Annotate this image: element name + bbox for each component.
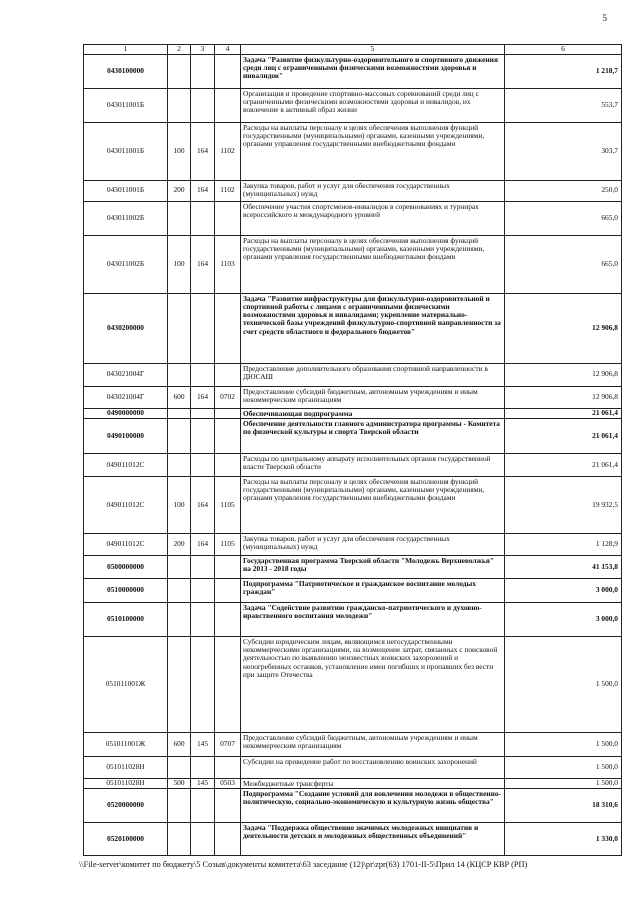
row-col-2 [168, 408, 191, 418]
row-col-4 [215, 453, 241, 476]
row-col-2 [168, 293, 191, 363]
row-amount: 3 000,0 [505, 602, 622, 636]
table-row [84, 476, 622, 533]
row-code: 049011012С [84, 453, 168, 476]
row-amount: 41 153,8 [505, 555, 622, 578]
row-col-2 [168, 453, 191, 476]
table-row [84, 602, 622, 636]
row-col-3 [191, 418, 215, 453]
row-col-2 [168, 578, 191, 602]
row-name: Расходы по центральному аппарату исполнительных органов государственной власти Тверской области [241, 453, 505, 476]
row-code: 051011001Ж [84, 732, 168, 756]
table-row [84, 122, 622, 180]
row-code: 0490000000 [84, 408, 168, 418]
row-col-2 [168, 54, 191, 88]
row-code: 0520000000 [84, 789, 168, 823]
row-col-3 [191, 54, 215, 88]
row-col-3 [191, 88, 215, 122]
row-amount: 19 932,5 [505, 476, 622, 533]
row-code: 0510000000 [84, 578, 168, 602]
row-name: Расходы на выплаты персоналу в целях обеспечения выполнения функций государственными (муниципальными) органами, казенными учреждениями, органами управления государственными внебюджетными фондами [241, 476, 505, 533]
row-name: Обеспечение деятельности главного администратора программы - Комитета по физической культуры и спорта Тверской области [241, 418, 505, 453]
row-col-4 [215, 578, 241, 602]
row-code: 043011001Б [84, 180, 168, 201]
row-code: 043011001Б [84, 122, 168, 180]
row-code: 043011002Б [84, 201, 168, 235]
budget-table [83, 44, 622, 856]
row-col-3: 164 [191, 533, 215, 555]
row-col-3 [191, 789, 215, 823]
row-col-4 [215, 293, 241, 363]
table-row [84, 235, 622, 293]
row-code: 043021004Г [84, 386, 168, 408]
row-col-2 [168, 789, 191, 823]
row-code: 043011002Б [84, 235, 168, 293]
header-col-5: 5 [241, 45, 505, 55]
table-row [84, 778, 622, 788]
row-amount: 12 906,8 [505, 386, 622, 408]
page-number: 5 [602, 13, 607, 23]
row-col-2 [168, 88, 191, 122]
row-amount: 665,0 [505, 201, 622, 235]
table-row [84, 363, 622, 386]
row-col-4 [215, 555, 241, 578]
row-col-4: 0503 [215, 778, 241, 788]
row-col-4 [215, 408, 241, 418]
row-name: Субсидии юридическим лицам, являющимся негосударственными некоммерческими организациями, на возмещение затрат, связанных с поисковой деятельностью по выявлению неизвестных воинских захоронений и непогребенных останков, установление имен погибших и пропавших без вести при защите Отечества [241, 636, 505, 732]
row-name: Подпрограмма "Патриотическое и гражданское воспитание молодых граждан" [241, 578, 505, 602]
table-row [84, 386, 622, 408]
row-name: Государственная программа Тверской области "Молодежь Верхневолжья" на 2013 - 2018 годы [241, 555, 505, 578]
row-amount: 3 000,0 [505, 578, 622, 602]
row-code: 049011012С [84, 476, 168, 533]
row-amount: 1 218,7 [505, 54, 622, 88]
header-col-2: 2 [168, 45, 191, 55]
row-code: 051011001Ж [84, 636, 168, 732]
table-row [84, 293, 622, 363]
row-col-4: 1102 [215, 122, 241, 180]
row-col-4 [215, 201, 241, 235]
header-col-6: 6 [505, 45, 622, 55]
table-row [84, 418, 622, 453]
row-name: Расходы на выплаты персоналу в целях обеспечения выполнения функций государственными (муниципальными) органами, казенными учреждениями, органами управления государственными внебюджетными фондами [241, 235, 505, 293]
table-row [84, 756, 622, 778]
row-col-3 [191, 636, 215, 732]
row-col-3 [191, 453, 215, 476]
header-col-4: 4 [215, 45, 241, 55]
row-col-2: 100 [168, 235, 191, 293]
row-name: Задача "Поддержка общественно значимых молодежных инициатив и деятельности детских и молодежных общественных объединений" [241, 823, 505, 856]
row-code: 0500000000 [84, 555, 168, 578]
row-col-2: 500 [168, 778, 191, 788]
header-col-1: 1 [84, 45, 168, 55]
row-col-4 [215, 602, 241, 636]
row-col-4: 0702 [215, 386, 241, 408]
row-col-2: 100 [168, 122, 191, 180]
row-col-4 [215, 54, 241, 88]
row-col-2 [168, 201, 191, 235]
table-row [84, 201, 622, 235]
row-col-2 [168, 363, 191, 386]
table-row [84, 453, 622, 476]
row-col-3: 164 [191, 386, 215, 408]
row-col-4 [215, 88, 241, 122]
row-col-2 [168, 823, 191, 856]
row-col-4 [215, 756, 241, 778]
row-col-3: 164 [191, 180, 215, 201]
row-col-3 [191, 578, 215, 602]
row-col-2: 600 [168, 386, 191, 408]
row-code: 051011028Н [84, 756, 168, 778]
row-amount: 250,0 [505, 180, 622, 201]
table-row [84, 578, 622, 602]
row-col-4: 1103 [215, 235, 241, 293]
row-name: Предоставление дополнительного образования спортивной направленности в ДЮСАШ [241, 363, 505, 386]
row-amount: 12 906,8 [505, 293, 622, 363]
row-col-2 [168, 418, 191, 453]
row-col-4: 1102 [215, 180, 241, 201]
row-col-3 [191, 201, 215, 235]
row-name: Организация и проведение спортивно-массовых соревнований среди лиц с ограниченными физическими возможностями здоровья и инвалидов, их вовлечение в активный образ жизни [241, 88, 505, 122]
row-name: Субсидии на проведение работ по восстановлению воинских захоронений [241, 756, 505, 778]
row-code: 0520100000 [84, 823, 168, 856]
table-row [84, 54, 622, 88]
table-row [84, 555, 622, 578]
row-amount: 21 061,4 [505, 418, 622, 453]
row-amount: 18 310,6 [505, 789, 622, 823]
row-name: Обеспечение участия спортсменов-инвалидов в соревнованиях и турнирах всероссийского и международного уровней [241, 201, 505, 235]
row-amount: 1 128,9 [505, 533, 622, 555]
row-col-3 [191, 602, 215, 636]
row-col-4 [215, 418, 241, 453]
row-col-2: 600 [168, 732, 191, 756]
row-col-3 [191, 408, 215, 418]
row-col-3 [191, 823, 215, 856]
row-col-3: 164 [191, 235, 215, 293]
row-col-2 [168, 602, 191, 636]
row-col-3: 145 [191, 732, 215, 756]
row-col-3: 145 [191, 778, 215, 788]
table-row [84, 823, 622, 856]
row-col-2: 100 [168, 476, 191, 533]
row-col-4 [215, 363, 241, 386]
row-amount: 12 906,8 [505, 363, 622, 386]
table-row [84, 88, 622, 122]
row-col-3 [191, 363, 215, 386]
row-amount: 1 500,0 [505, 756, 622, 778]
table-row [84, 789, 622, 823]
row-name: Предоставление субсидий бюджетным, автономным учреждениям и иным некоммерческим организациям [241, 386, 505, 408]
row-col-2: 200 [168, 533, 191, 555]
row-name: Задача "Содействие развитию гражданско-патриотического и духовно- нравственного воспитания молодежи" [241, 602, 505, 636]
row-col-3: 164 [191, 476, 215, 533]
table-row [84, 180, 622, 201]
row-amount: 1 500,0 [505, 636, 622, 732]
row-col-2: 200 [168, 180, 191, 201]
row-name: Предоставление субсидий бюджетным, автономным учреждениям и иным некоммерческим организациям [241, 732, 505, 756]
row-amount: 21 061,4 [505, 408, 622, 418]
row-amount: 21 061,4 [505, 453, 622, 476]
row-amount: 553,7 [505, 88, 622, 122]
row-code: 043021004Г [84, 363, 168, 386]
row-col-4 [215, 636, 241, 732]
row-col-2 [168, 756, 191, 778]
row-name: Расходы на выплаты персоналу в целях обеспечения выполнения функций государственными (муниципальными) органами, казенными учреждениями, органами управления государственными внебюджетными фондами [241, 122, 505, 180]
table-row [84, 732, 622, 756]
row-amount: 1 500,0 [505, 778, 622, 788]
table-row [84, 636, 622, 732]
row-name: Закупка товаров, работ и услуг для обеспечения государственных (муниципальных) нужд [241, 180, 505, 201]
row-amount: 665,0 [505, 235, 622, 293]
row-name: Обеспечивающая подпрограмма [241, 408, 505, 418]
table-row [84, 408, 622, 418]
row-col-4: 0707 [215, 732, 241, 756]
row-code: 0490100000 [84, 418, 168, 453]
row-code: 049011012С [84, 533, 168, 555]
header-row [84, 45, 622, 55]
row-code: 051011028Н [84, 778, 168, 788]
row-col-3 [191, 555, 215, 578]
row-name: Закупка товаров, работ и услуг для обеспечения государственных (муниципальных) нужд [241, 533, 505, 555]
row-col-4 [215, 823, 241, 856]
row-name: Межбюджетные трансферты [241, 778, 505, 788]
row-col-4: 1105 [215, 476, 241, 533]
row-name: Подпрограмма "Создание условий для вовлечения молодежи в общественно-политическую, социально-экономическую и культурную жизнь общества" [241, 789, 505, 823]
row-code: 0430200000 [84, 293, 168, 363]
row-col-3: 164 [191, 122, 215, 180]
footer-file-path: \\File-server\комитет по бюджету\5 Созыв\документы комитета\63 заседание (12)\pr\zpr(63) 1701-II-5\Прил 14 (КЦСР КВР (РП) [79, 860, 528, 869]
row-name: Задача "Развитие инфраструктуры для физкультурно-оздоровительной и спортивной работы с лицами с ограниченными физическими возможностями здоровья и инвалидами; укрепление материально-технической базы учреждений физкультурно-спортивной направленности за счет средств областного и федерального бюджетов" [241, 293, 505, 363]
row-col-4: 1105 [215, 533, 241, 555]
row-amount: 1 500,0 [505, 732, 622, 756]
row-col-3 [191, 756, 215, 778]
row-col-3 [191, 293, 215, 363]
row-amount: 1 330,0 [505, 823, 622, 856]
row-col-2 [168, 636, 191, 732]
row-amount: 303,7 [505, 122, 622, 180]
table-row [84, 533, 622, 555]
row-code: 0430100000 [84, 54, 168, 88]
header-col-3: 3 [191, 45, 215, 55]
row-name: Задача "Развитие физкультурно-оздоровительного и спортивного движения среди лиц с ограниченными физическими возможностями здоровья и инвалидов" [241, 54, 505, 88]
row-col-2 [168, 555, 191, 578]
row-col-4 [215, 789, 241, 823]
row-code: 0510100000 [84, 602, 168, 636]
row-code: 043011001Б [84, 88, 168, 122]
